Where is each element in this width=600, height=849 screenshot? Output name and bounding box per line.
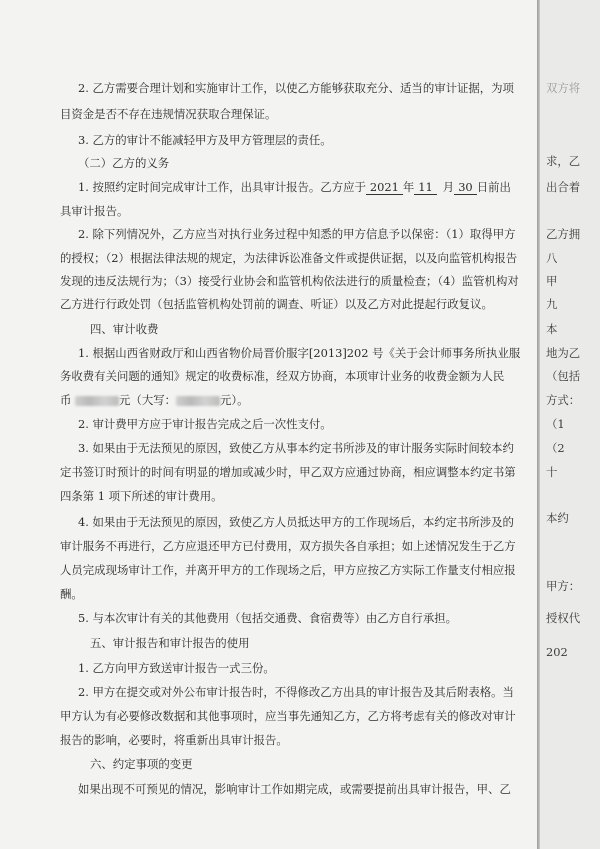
section-heading: 五、审计报告和审计报告的使用	[90, 636, 250, 650]
text-line: 2. 审计费甲方应于审计报告完成之后一次性支付。	[78, 417, 332, 431]
adjacent-text: 十	[546, 465, 558, 479]
adjacent-text: 本	[546, 322, 558, 336]
text-line: 定书签订时预计的时间有明显的增加或减少时，甲乙双方应通过协商，相应调整本约定书第	[60, 465, 516, 479]
adjacent-text: 地为乙	[546, 346, 581, 360]
text-line: 四条第 1 项下所述的审计费用。	[60, 489, 223, 503]
adjacent-text: 202	[546, 645, 568, 659]
adjacent-text: （包括	[546, 369, 581, 383]
month-suffix: 月	[442, 180, 455, 194]
adjacent-text: （2	[546, 441, 565, 455]
text-line: 酬。	[60, 587, 83, 601]
text-line: 2. 甲方在提交或对外公布审计报告时，不得修改乙方出具的审计报告及其后附表格。当	[78, 685, 514, 699]
text-line: 报告的影响，必要时，将重新出具审计报告。	[60, 733, 288, 747]
text-line: 1. 按照约定时间完成审计工作，出具审计报告。乙方应于	[78, 180, 366, 194]
deadline-line	[78, 179, 511, 196]
deadline-year: 2021	[366, 180, 403, 195]
text-line: 甲方认为有必要修改数据和其他事项时，应当事先通知乙方，乙方将考虑有关的修改对审计	[60, 709, 516, 723]
text-line: 1. 乙方向甲方致送审计报告一式三份。	[78, 661, 275, 675]
adjacent-text: 出合着	[546, 180, 581, 194]
text-line: 目资金是否不存在违规情况获取合理保证。	[60, 107, 277, 121]
adjacent-text: 双方将	[546, 81, 581, 95]
fee-unit-text-end: 元）。	[220, 393, 249, 407]
text-line: 5. 与本次审计有关的其他费用（包括交通费、食宿费等）由乙方自行承担。	[78, 611, 457, 625]
adjacent-page	[540, 0, 600, 849]
adjacent-text: （1	[546, 417, 565, 431]
adjacent-text: 甲方：	[546, 579, 581, 593]
adjacent-text: 求，乙	[546, 154, 581, 168]
redacted-amount-words	[176, 396, 220, 406]
day-suffix: 日前出	[476, 180, 511, 194]
text-line: 2. 乙方需要合理计划和实施审计工作，以使乙方能够获取充分、适当的审计证据，为项	[78, 81, 514, 95]
deadline-day: 30	[454, 180, 477, 195]
text-line: 4. 如果由于无法预见的原因，致使乙方人员抵达甲方的工作现场后，本约定书所涉及的	[78, 515, 514, 529]
text-line: 的授权；（2）根据法律法规的规定，为法律诉讼准备文件或提供证据，以及向监管机构报告	[60, 251, 518, 265]
adjacent-text: 乙方拥	[546, 227, 581, 241]
text-line: 3. 乙方的审计不能减轻甲方及甲方管理层的责任。	[78, 133, 332, 147]
year-suffix: 年	[402, 180, 415, 194]
section-heading: 四、审计收费	[90, 322, 159, 336]
adjacent-text: 授权代	[546, 611, 581, 625]
adjacent-text: 本约	[546, 511, 569, 525]
fee-line	[60, 392, 248, 409]
text-line: 币	[60, 393, 72, 407]
adjacent-text: 八	[546, 251, 558, 265]
section-heading: 六、约定事项的变更	[90, 757, 193, 771]
text-line: 2. 除下列情况外，乙方应当对执行业务过程中知悉的甲方信息予以保密：（1）取得甲方	[78, 227, 516, 241]
text-line: 1. 根据山西省财政厅和山西省物价局晋价服字[2013]202 号《关于会计师事务所执业服	[78, 346, 521, 360]
text-line: 发现的违反法规行为；（3）接受行业协会和监管机构依法进行的质量检查；（4）监管机构对	[60, 274, 519, 288]
adjacent-text: 九	[546, 297, 558, 311]
text-line: 乙方进行行政处罚（包括监管机构处罚前的调查、听证）以及乙方对此提起行政复议。	[60, 297, 493, 311]
text-line: 人员完成现场审计工作，并离开甲方的工作现场之后，甲方应按乙方实际工作量支付相应报	[60, 563, 516, 577]
text-line: 务收费有关问题的通知》规定的收费标准，经双方协商，本项审计业务的收费金额为人民	[60, 369, 505, 383]
redacted-amount	[75, 396, 119, 406]
adjacent-text: 甲	[546, 274, 558, 288]
text-line: 如果出现不可预见的情况，影响审计工作如期完成，或需要提前出具审计报告，甲、乙	[78, 782, 511, 796]
text-line: 具审计报告。	[60, 204, 129, 218]
adjacent-text: 方式：	[546, 393, 581, 407]
text-line: 3. 如果由于无法预见的原因，致使乙方从事本约定书所涉及的审计服务实际时间较本约	[78, 441, 514, 455]
deadline-month: 11	[414, 180, 437, 195]
fee-unit-text: 元（大写：	[119, 393, 176, 407]
text-line: 审计服务不再进行，乙方应退还甲方已付费用，双方损失各自承担；如上述情况发生于乙方	[60, 539, 516, 553]
section-heading: （二）乙方的义务	[78, 156, 170, 170]
